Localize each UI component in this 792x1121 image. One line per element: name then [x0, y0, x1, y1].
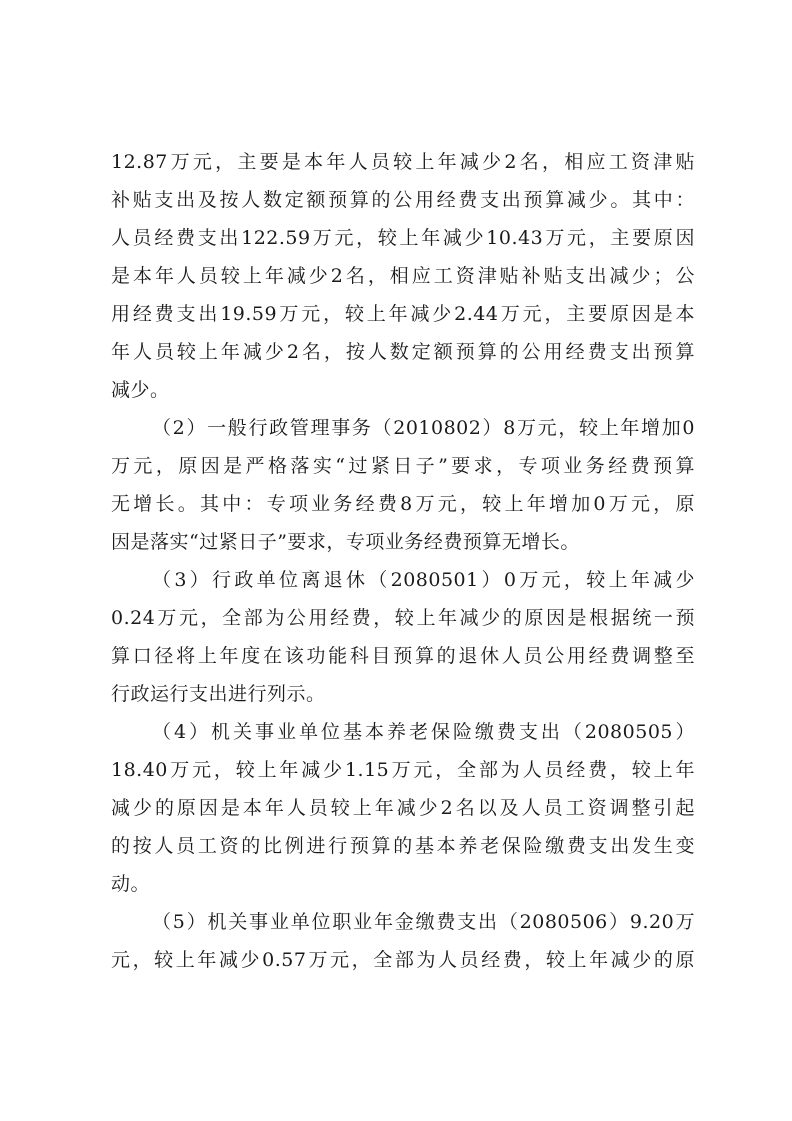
- text-line: 无增长。其中：专项业务经费8万元，较上年增加0万元，原: [111, 493, 695, 515]
- text-line: 因是落实“过紧日子”要求，专项业务经费预算无增长。: [111, 531, 580, 553]
- text-line: 万元，原因是严格落实“过紧日子”要求，专项业务经费预算: [111, 455, 695, 477]
- text-line: 算口径将上年度在该功能科目预算的退休人员公用经费调整至: [111, 645, 695, 667]
- text-line: 18.40万元，较上年减少1.15万元，全部为人员经费，较上年: [111, 759, 695, 781]
- text-line: 减少。: [111, 379, 170, 401]
- text-line: （5）机关事业单位职业年金缴费支出（2080506）9.20万: [152, 911, 695, 933]
- text-line: 元，较上年减少0.57万元，全部为人员经费，较上年减少的原: [111, 949, 695, 971]
- text-line: 用经费支出19.59万元，较上年减少2.44万元，主要原因是本: [111, 303, 695, 325]
- text-line: 行政运行支出进行列示。: [111, 683, 326, 705]
- text-line: 12.87万元，主要是本年人员较上年减少2名，相应工资津贴: [111, 151, 695, 173]
- text-line: （2）一般行政管理事务（2010802）8万元，较上年增加0: [152, 417, 695, 439]
- text-line: （4）机关事业单位基本养老保险缴费支出（2080505）: [152, 721, 695, 743]
- text-line: 的按人员工资的比例进行预算的基本养老保险缴费支出发生变: [111, 835, 695, 857]
- text-line: 是本年人员较上年减少2名，相应工资津贴补贴支出减少；公: [111, 265, 695, 287]
- text-line: 减少的原因是本年人员较上年减少2名以及人员工资调整引起: [111, 797, 695, 819]
- text-line: 动。: [111, 873, 151, 895]
- text-line: （3）行政单位离退休（2080501）0万元，较上年减少: [152, 569, 695, 591]
- text-line: 年人员较上年减少2名，按人数定额预算的公用经费支出预算: [111, 341, 695, 363]
- text-line: 补贴支出及按人数定额预算的公用经费支出预算减少。其中：: [111, 189, 695, 211]
- text-line: 0.24万元，全部为公用经费，较上年减少的原因是根据统一预: [111, 607, 695, 629]
- text-line: 人员经费支出122.59万元，较上年减少10.43万元，主要原因: [111, 227, 695, 249]
